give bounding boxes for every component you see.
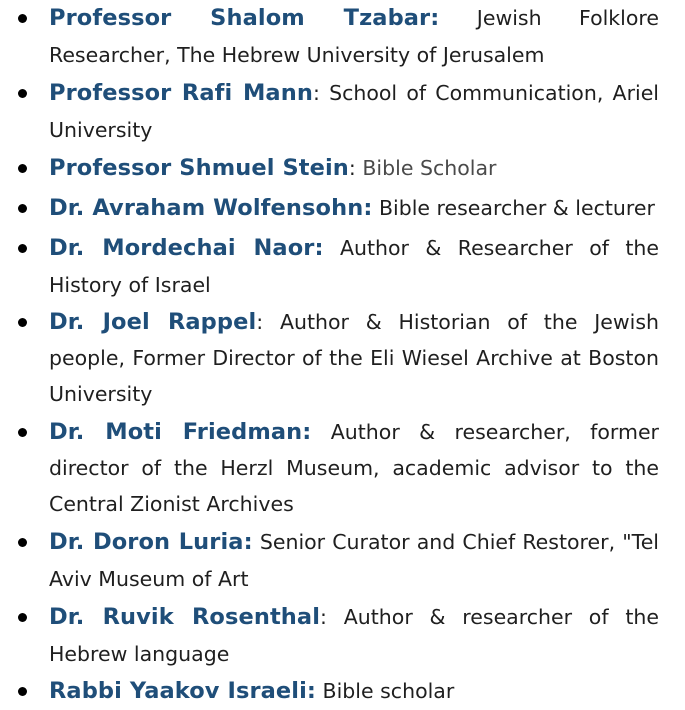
person-name: Dr. Doron Luria: — [49, 529, 253, 555]
person-name: Professor Rafi Mann — [49, 80, 313, 106]
person-description: Bible researcher & lecturer — [372, 196, 655, 220]
name-separator: : — [312, 81, 320, 105]
person-name: Dr. Joel Rappel — [49, 309, 257, 335]
person-name: Dr. Moti Friedman: — [49, 419, 312, 445]
bullet-icon — [18, 164, 27, 173]
list-item-text — [49, 190, 659, 227]
name-separator: : — [256, 310, 264, 334]
list-item-text — [49, 75, 659, 148]
person-description: Author & researcher of the Hebrew language — [49, 605, 659, 666]
person-description: Bible Scholar — [355, 156, 497, 180]
bullet-icon — [18, 538, 27, 547]
bullet-icon — [18, 318, 27, 327]
person-description: Bible scholar — [316, 679, 455, 703]
person-description: Senior Curator and Chief Restorer, "Tel Aviv Museum of Art — [49, 530, 660, 591]
name-separator: : — [320, 605, 327, 629]
person-description: Author & Historian of the Jewish people, Former Director of the Eli Wiesel Archive at Boston University — [49, 310, 659, 406]
bullet-icon — [18, 613, 27, 622]
person-name: Dr. Ruvik Rosenthal — [49, 604, 321, 630]
list-item-text — [49, 0, 659, 73]
person-name: Dr. Avraham Wolfensohn: — [49, 195, 373, 221]
bullet-icon — [18, 14, 27, 23]
bullet-icon — [18, 244, 27, 253]
list-item-text — [49, 304, 659, 412]
list-item-text — [49, 673, 659, 710]
bullet-icon — [18, 89, 27, 98]
bullet-icon — [18, 204, 27, 213]
list-item-text — [49, 414, 659, 522]
list-item-text — [49, 150, 659, 187]
name-separator: : — [348, 156, 356, 180]
bullet-icon — [18, 687, 27, 696]
list-item-text — [49, 230, 659, 303]
person-description: Jewish Folklore Researcher, The Hebrew University of Jerusalem — [49, 6, 660, 67]
person-description: Author & researcher, former director of the Herzl Museum, academic advisor to the Central Zionist Archives — [49, 420, 659, 516]
person-description: School of Communication, Ariel University — [49, 81, 659, 142]
person-name: Professor Shalom Tzabar: — [49, 5, 440, 31]
list-item-text — [49, 524, 659, 597]
person-name: Rabbi Yaakov Israeli: — [49, 678, 317, 704]
list-item-text — [49, 599, 659, 672]
person-description: Author & Researcher of the History of Israel — [49, 236, 659, 297]
bullet-icon — [18, 428, 27, 437]
person-name: Dr. Mordechai Naor: — [49, 235, 324, 261]
person-name: Professor Shmuel Stein — [49, 155, 349, 181]
